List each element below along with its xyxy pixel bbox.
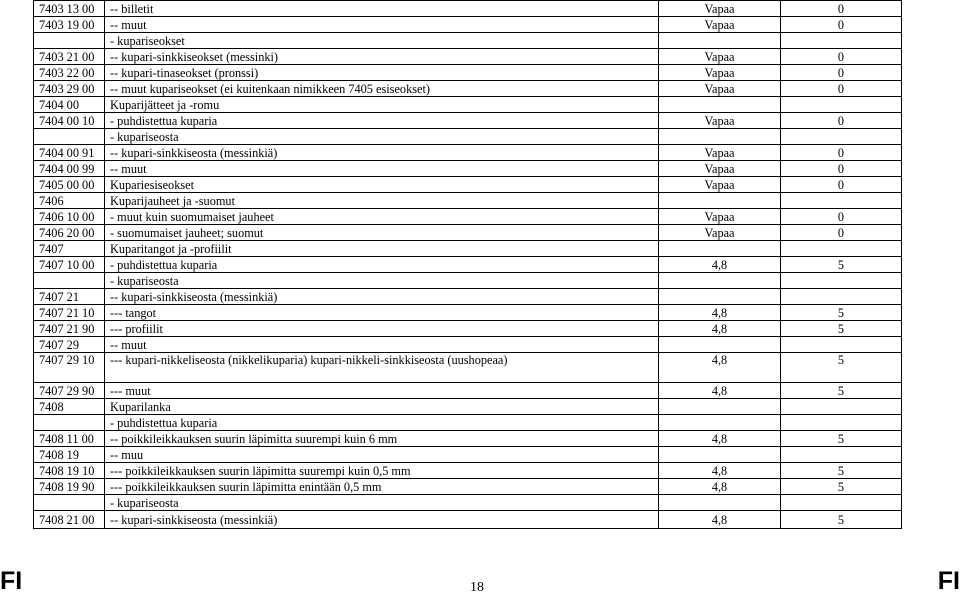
cn-code-cell: 7407 21 90 <box>34 321 105 337</box>
cn-code-cell <box>34 129 105 145</box>
cn-code-cell: 7408 <box>34 399 105 415</box>
cn-code-cell <box>34 273 105 289</box>
description-cell: -- muut <box>105 337 659 353</box>
table-row <box>34 431 902 447</box>
description-cell: - kupariseosta <box>105 495 659 511</box>
table-row <box>34 289 902 305</box>
table-row <box>34 129 902 145</box>
description-cell: --- muut <box>105 383 659 399</box>
cn-code-cell: 7404 00 <box>34 97 105 113</box>
duty-rate-cell: 4,8 <box>659 463 781 479</box>
staging-category-cell <box>781 337 902 353</box>
description-cell: -- muu <box>105 447 659 463</box>
duty-rate-cell: Vapaa <box>659 17 781 33</box>
duty-rate-cell <box>659 415 781 431</box>
staging-category-cell: 5 <box>781 479 902 495</box>
description-cell: Kuparilanka <box>105 399 659 415</box>
table-row <box>34 33 902 49</box>
staging-category-cell: 0 <box>781 49 902 65</box>
cn-code-cell: 7404 00 91 <box>34 145 105 161</box>
table-row <box>34 81 902 97</box>
duty-rate-cell <box>659 193 781 209</box>
duty-rate-cell: Vapaa <box>659 177 781 193</box>
cn-code-cell: 7403 19 00 <box>34 17 105 33</box>
duty-rate-cell: Vapaa <box>659 161 781 177</box>
description-cell: - puhdistettua kuparia <box>105 257 659 273</box>
description-cell: - puhdistettua kuparia <box>105 113 659 129</box>
duty-rate-cell <box>659 495 781 511</box>
description-cell: --- poikkileikkauksen suurin läpimitta suurempi kuin 0,5 mm <box>105 463 659 479</box>
table-row <box>34 177 902 193</box>
duty-rate-cell <box>659 241 781 257</box>
description-cell: -- muut <box>105 161 659 177</box>
table-row <box>34 65 902 81</box>
staging-category-cell: 5 <box>781 463 902 479</box>
duty-rate-cell: 4,8 <box>659 257 781 273</box>
description-cell: - kupariseokset <box>105 33 659 49</box>
table-row <box>34 305 902 321</box>
duty-rate-cell <box>659 273 781 289</box>
table-row <box>34 399 902 415</box>
staging-category-cell: 0 <box>781 1 902 17</box>
description-cell: --- profiilit <box>105 321 659 337</box>
table-row <box>34 49 902 65</box>
table-row <box>34 209 902 225</box>
table-row <box>34 479 902 495</box>
cn-code-cell <box>34 495 105 511</box>
cn-code-cell: 7404 00 99 <box>34 161 105 177</box>
description-cell: -- kupari-sinkkiseosta (messinkiä) <box>105 289 659 305</box>
table-row <box>34 145 902 161</box>
cn-code-cell: 7403 22 00 <box>34 65 105 81</box>
staging-category-cell <box>781 415 902 431</box>
duty-rate-cell <box>659 129 781 145</box>
duty-rate-cell: 4,8 <box>659 431 781 447</box>
staging-category-cell: 0 <box>781 81 902 97</box>
staging-category-cell <box>781 193 902 209</box>
duty-rate-cell: 4,8 <box>659 383 781 399</box>
cn-code-cell: 7407 <box>34 241 105 257</box>
description-cell: --- poikkileikkauksen suurin läpimitta enintään 0,5 mm <box>105 479 659 495</box>
description-cell: Kuparijauheet ja -suomut <box>105 193 659 209</box>
cn-code-cell: 7406 20 00 <box>34 225 105 241</box>
description-cell: -- muut <box>105 17 659 33</box>
cn-code-cell: 7403 21 00 <box>34 49 105 65</box>
table-row <box>34 463 902 479</box>
cn-code-cell: 7408 21 00 <box>34 511 105 529</box>
cn-code-cell: 7406 <box>34 193 105 209</box>
duty-rate-cell: 4,8 <box>659 511 781 529</box>
cn-code-cell: 7408 19 <box>34 447 105 463</box>
staging-category-cell: 0 <box>781 65 902 81</box>
table-row <box>34 337 902 353</box>
staging-category-cell: 0 <box>781 177 902 193</box>
staging-category-cell <box>781 129 902 145</box>
description-cell: - puhdistettua kuparia <box>105 415 659 431</box>
duty-rate-cell: Vapaa <box>659 49 781 65</box>
table-row <box>34 511 902 529</box>
cn-code-cell: 7404 00 10 <box>34 113 105 129</box>
staging-category-cell: 5 <box>781 257 902 273</box>
table-row <box>34 17 902 33</box>
duty-rate-cell <box>659 289 781 305</box>
table-row <box>34 1 902 17</box>
description-cell: Kuparijätteet ja -romu <box>105 97 659 113</box>
table-row <box>34 113 902 129</box>
cn-code-cell: 7407 29 10 <box>34 353 105 383</box>
table-row <box>34 447 902 463</box>
cn-code-cell: 7406 10 00 <box>34 209 105 225</box>
table-row <box>34 353 902 383</box>
table-row <box>34 495 902 511</box>
cn-code-cell: 7408 19 90 <box>34 479 105 495</box>
description-cell: -- kupari-sinkkiseosta (messinkiä) <box>105 511 659 529</box>
table-row <box>34 241 902 257</box>
duty-rate-cell <box>659 399 781 415</box>
staging-category-cell: 5 <box>781 305 902 321</box>
description-cell: - muut kuin suomumaiset jauheet <box>105 209 659 225</box>
duty-rate-cell: Vapaa <box>659 209 781 225</box>
staging-category-cell: 0 <box>781 225 902 241</box>
page-number: 18 <box>470 580 484 595</box>
table-row <box>34 415 902 431</box>
cn-code-cell: 7407 21 10 <box>34 305 105 321</box>
staging-category-cell: 5 <box>781 511 902 529</box>
description-cell: --- kupari-nikkeliseosta (nikkelikuparia) kupari-nikkeli-sinkkiseosta (uushopeaa) <box>105 353 659 383</box>
staging-category-cell <box>781 447 902 463</box>
table-row <box>34 97 902 113</box>
description-cell: -- kupari-tinaseokset (pronssi) <box>105 65 659 81</box>
staging-category-cell: 0 <box>781 113 902 129</box>
duty-rate-cell: Vapaa <box>659 145 781 161</box>
description-cell: -- muut kupariseokset (ei kuitenkaan nimikkeen 7405 esiseokset) <box>105 81 659 97</box>
table-row <box>34 273 902 289</box>
footer-language-mark-right: FI <box>937 567 960 595</box>
staging-category-cell <box>781 241 902 257</box>
staging-category-cell: 0 <box>781 209 902 225</box>
description-cell: - kupariseosta <box>105 129 659 145</box>
cn-code-cell: 7403 13 00 <box>34 1 105 17</box>
staging-category-cell <box>781 273 902 289</box>
cn-code-cell: 7408 19 10 <box>34 463 105 479</box>
cn-code-cell <box>34 415 105 431</box>
duty-rate-cell: 4,8 <box>659 353 781 383</box>
staging-category-cell: 0 <box>781 145 902 161</box>
description-cell: - kupariseosta <box>105 273 659 289</box>
duty-rate-cell <box>659 97 781 113</box>
staging-category-cell: 5 <box>781 353 902 383</box>
duty-rate-cell: Vapaa <box>659 65 781 81</box>
duty-rate-cell <box>659 447 781 463</box>
table-row <box>34 161 902 177</box>
duty-rate-cell: Vapaa <box>659 225 781 241</box>
cn-code-cell: 7408 11 00 <box>34 431 105 447</box>
staging-category-cell <box>781 495 902 511</box>
duty-rate-cell: 4,8 <box>659 479 781 495</box>
description-cell: Kupariesiseokset <box>105 177 659 193</box>
description-cell: -- poikkileikkauksen suurin läpimitta suurempi kuin 6 mm <box>105 431 659 447</box>
description-cell: -- kupari-sinkkiseosta (messinkiä) <box>105 145 659 161</box>
cn-code-cell: 7407 21 <box>34 289 105 305</box>
cn-code-cell: 7407 10 00 <box>34 257 105 273</box>
description-cell: Kuparitangot ja -profiilit <box>105 241 659 257</box>
staging-category-cell: 0 <box>781 17 902 33</box>
cn-code-cell <box>34 33 105 49</box>
duty-rate-cell: Vapaa <box>659 81 781 97</box>
table-row <box>34 193 902 209</box>
duty-rate-cell: Vapaa <box>659 113 781 129</box>
description-cell: -- kupari-sinkkiseokset (messinki) <box>105 49 659 65</box>
cn-code-cell: 7407 29 90 <box>34 383 105 399</box>
duty-rate-cell <box>659 337 781 353</box>
cn-code-cell: 7403 29 00 <box>34 81 105 97</box>
cn-code-cell: 7405 00 00 <box>34 177 105 193</box>
table-row <box>34 321 902 337</box>
table-row <box>34 257 902 273</box>
cn-code-cell: 7407 29 <box>34 337 105 353</box>
footer-language-mark-left: FI <box>0 567 23 595</box>
table-row <box>34 225 902 241</box>
staging-category-cell: 5 <box>781 431 902 447</box>
duty-rate-cell: Vapaa <box>659 1 781 17</box>
duty-rate-cell: 4,8 <box>659 321 781 337</box>
description-cell: - suomumaiset jauheet; suomut <box>105 225 659 241</box>
tariff-table <box>33 0 902 529</box>
staging-category-cell <box>781 33 902 49</box>
duty-rate-cell: 4,8 <box>659 305 781 321</box>
staging-category-cell: 5 <box>781 383 902 399</box>
description-cell: -- billetit <box>105 1 659 17</box>
tariff-table-body <box>34 1 902 529</box>
staging-category-cell: 5 <box>781 321 902 337</box>
staging-category-cell <box>781 399 902 415</box>
staging-category-cell <box>781 97 902 113</box>
staging-category-cell <box>781 289 902 305</box>
duty-rate-cell <box>659 33 781 49</box>
description-cell: --- tangot <box>105 305 659 321</box>
staging-category-cell: 0 <box>781 161 902 177</box>
table-row <box>34 383 902 399</box>
